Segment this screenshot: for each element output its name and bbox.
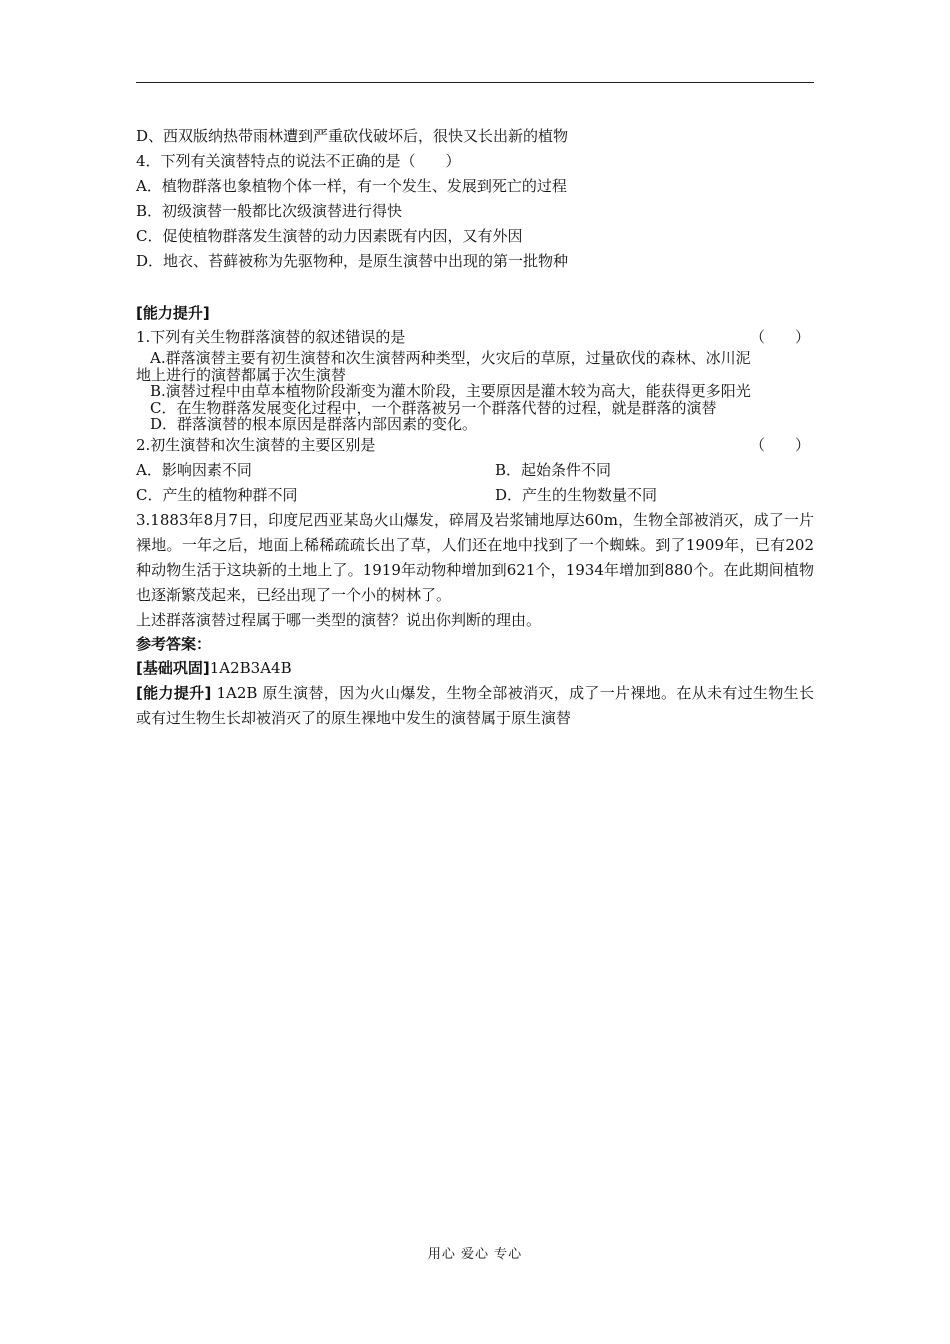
answers-ability <box>136 681 814 731</box>
ability-q1-answer-paren: （ ） <box>749 328 810 346</box>
answers-basic <box>136 656 814 681</box>
answers-ability-text: 1A2B 原生演替，因为火山爆发，生物全部被消灭，成了一片裸地。在从未有过生物生长或有过生物生长却被消灭了的原生裸地中发生的演替属于原生演替 <box>136 683 814 727</box>
ability-q2-stem-row <box>136 433 814 458</box>
answers-heading: 参考答案： <box>136 634 212 653</box>
ability-q1-stem-row <box>136 325 814 350</box>
ability-q2-option-a: A．影响因素不同 <box>136 460 252 479</box>
ability-q1-stem: 1.下列有关生物群落演替的叙述错误的是 <box>136 328 406 346</box>
ability-q3-question: 上述群落演替过程属于哪一类型的演替？说出你判断的理由。 <box>136 610 542 629</box>
ability-q1-option-b: B.演替过程中由草本植物阶段渐变为灌木阶段，主要原因是灌木较为高大，能获得更多阳光 <box>150 382 751 400</box>
answers-basic-label: [基础巩固] <box>136 658 210 677</box>
ability-q2-options-row-2 <box>136 483 814 508</box>
ability-q2-stem: 2.初生演替和次生演替的主要区别是 <box>136 435 376 454</box>
ability-q1-option-a-line2: 地上进行的演替都属于次生演替 <box>136 365 347 384</box>
section-gap <box>136 274 814 302</box>
document-content <box>136 124 814 731</box>
basic-q4-option-b: B．初级演替一般都比次级演替进行得快 <box>136 202 403 220</box>
ability-q2-option-b: B．起始条件不同 <box>495 460 612 479</box>
ability-q2-options-row-1 <box>136 458 814 483</box>
basic-q4-option-c: C．促使植物群落发生演替的动力因素既有内因，又有外因 <box>136 227 523 245</box>
basic-q3-option-d: D、西双版纳热带雨林遭到严重砍伐破坏后，很快又长出新的植物 <box>136 127 569 145</box>
header-rule <box>136 82 814 83</box>
ability-q1-option-d: D．群落演替的根本原因是群落内部因素的变化。 <box>150 415 478 433</box>
ability-q2-option-c: C．产生的植物种群不同 <box>136 485 298 504</box>
answers-basic-text: 1A2B3A4B <box>209 658 292 677</box>
basic-q4-option-a: A．植物群落也象植物个体一样，有一个发生、发展到死亡的过程 <box>136 177 567 195</box>
ability-q1-option-c: C．在生物群落发展变化过程中，一个群落被另一个群落代替的过程，就是群落的演替 <box>150 398 717 417</box>
page-footer: 用心 爱心 专心 <box>427 1247 523 1262</box>
ability-heading: [能力提升] <box>136 304 210 322</box>
ability-q1-option-a-line1: A.群落演替主要有初生演替和次生演替两种类型，火灾后的草原，过量砍伐的森林、冰川泥 <box>150 349 751 367</box>
basic-q4-option-d: D．地衣、苔藓被称为先驱物种，是原生演替中出现的第一批物种 <box>136 252 569 270</box>
ability-q3-passage: 3.1883年8月7日，印度尼西亚某岛火山爆发，碎屑及岩浆铺地厚达60m，生物全部被消灭，成了一片裸地。一年之后，地面上稀稀疏疏长出了草，人们还在地中找到了一个蜘蛛。到了1909年，已有202种动物生活于这块新的土地上了。1919年动物种增加到621个，1934年增加到880个。在此期间植物也逐渐繁茂起来，已经出现了一个小的树林了。 <box>136 510 814 604</box>
ability-q2-option-d: D．产生的生物数量不同 <box>495 485 658 504</box>
answers-ability-label: [能力提升] <box>136 683 212 702</box>
ability-q2-answer-paren: （ ） <box>749 435 810 454</box>
basic-q4-stem: 4．下列有关演替特点的说法不正确的是（ ） <box>136 152 461 170</box>
